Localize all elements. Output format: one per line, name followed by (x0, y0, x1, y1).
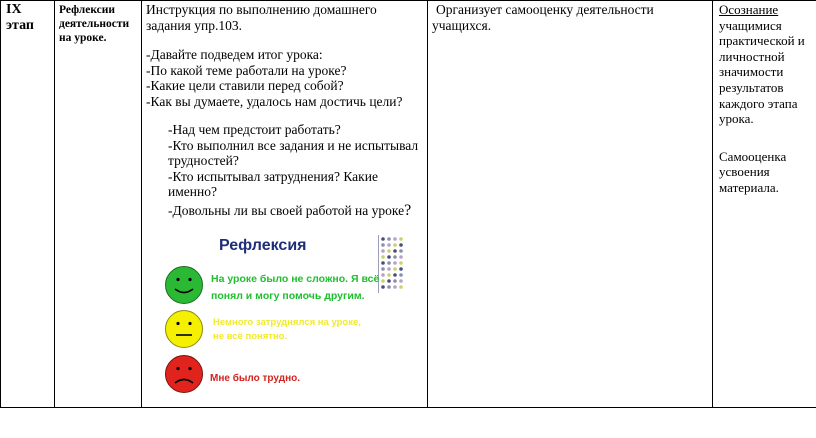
decor-dot (393, 267, 397, 271)
decor-dot (399, 273, 403, 277)
decor-dot (381, 243, 385, 247)
decor-dot (387, 249, 391, 253)
table-border-left (0, 0, 1, 408)
decor-dot (387, 279, 391, 283)
decor-dot (393, 243, 397, 247)
stage-name-line: на уроке. (59, 32, 107, 44)
stage-cell (6, 2, 50, 34)
question: -Какие цели ставили перед собой? (146, 78, 344, 93)
red-sad-face-icon (164, 354, 204, 394)
decor-dot (393, 237, 397, 241)
table-divider-1 (54, 0, 55, 408)
teacher-activity-line: учащихся. (432, 17, 492, 33)
instructions-cell (146, 2, 426, 218)
outcome-line: результатов (719, 79, 784, 95)
decor-dot (381, 273, 385, 277)
question: -Довольны ли вы своей работой на уроке? (168, 201, 412, 218)
outcome-line: личностной (719, 48, 785, 64)
stage-name-cell (59, 3, 139, 45)
yellow-smiley-icon (164, 309, 204, 349)
question: -По какой теме работали на уроке? (146, 62, 347, 78)
outcome-line: урока. (719, 111, 754, 127)
decor-dot (399, 237, 403, 241)
table-divider-4 (712, 0, 713, 408)
reflection-title: Рефлексия (219, 237, 307, 254)
red-answer: Мне было трудно. (210, 373, 300, 384)
table-divider-2 (141, 0, 142, 408)
teacher-activity-cell (432, 2, 708, 33)
decor-dot (399, 261, 403, 265)
decor-dot (381, 237, 385, 241)
decor-dot (381, 279, 385, 283)
summary-prompt: -Давайте подведем итог урока: (146, 47, 323, 62)
outcome-line: практической и (719, 33, 805, 49)
stage-number: IX (6, 2, 22, 17)
table-divider-3 (427, 0, 428, 408)
decor-dot (393, 261, 397, 265)
decor-dot (381, 261, 385, 265)
self-assessment-line: Самооценка (719, 148, 787, 164)
question: именно? (168, 184, 217, 199)
decor-dot (381, 267, 385, 271)
decor-dots-icon (378, 235, 408, 295)
decor-dot (399, 279, 403, 283)
table-border-bottom (0, 407, 816, 408)
outcomes-cell (719, 2, 811, 196)
decor-dot (387, 243, 391, 247)
decor-dot (399, 285, 403, 289)
yellow-answer: Немного затруднялся на уроке, не всё понятно. (213, 317, 361, 342)
decor-dot (399, 255, 403, 259)
teacher-activity-line: Организует самооценку деятельности (436, 2, 654, 17)
green-smiley-icon (164, 265, 204, 305)
decor-dot (387, 237, 391, 241)
homework-intro: задания упр.103. (146, 17, 242, 33)
decor-dot (387, 255, 391, 259)
stage-name-line: деятельности (59, 18, 130, 30)
question: -Как вы думаете, удалось нам достичь цели? (146, 93, 403, 109)
decor-dot (381, 249, 385, 253)
decor-dot (393, 285, 397, 289)
outcomes-heading: Осознание (719, 2, 779, 17)
green-answer: На уроке было не сложно. Я всё понял и могу помочь другим. (211, 273, 380, 302)
stage-name-line: Рефлексии (59, 4, 116, 16)
decor-dot (381, 285, 385, 289)
question: трудностей? (168, 153, 239, 168)
decor-dot (399, 267, 403, 271)
decor-dot (381, 255, 385, 259)
decor-dot (387, 261, 391, 265)
self-assessment-line: усвоения (719, 164, 770, 180)
self-assessment-line: материала. (719, 179, 779, 195)
stage-label: этап (6, 18, 34, 33)
outcome-line: каждого этапа (719, 95, 798, 111)
decor-dot (387, 267, 391, 271)
homework-intro: Инструкция по выполнению домашнего (146, 2, 377, 17)
outcome-line: значимости (719, 64, 784, 80)
question: -Кто испытывал затруднения? Какие (168, 168, 378, 184)
decor-dot (399, 249, 403, 253)
outcome-line: учащимися (719, 17, 782, 33)
decor-dot (393, 255, 397, 259)
decor-dot (393, 249, 397, 253)
question: -Над чем предстоит работать? (168, 122, 341, 137)
decor-dot (387, 273, 391, 277)
decor-dot (399, 243, 403, 247)
decor-dot (393, 279, 397, 283)
decor-dot (393, 273, 397, 277)
table-border-top (0, 0, 816, 1)
decor-dot (387, 285, 391, 289)
question: -Кто выполнил все задания и не испытывал (168, 137, 419, 153)
